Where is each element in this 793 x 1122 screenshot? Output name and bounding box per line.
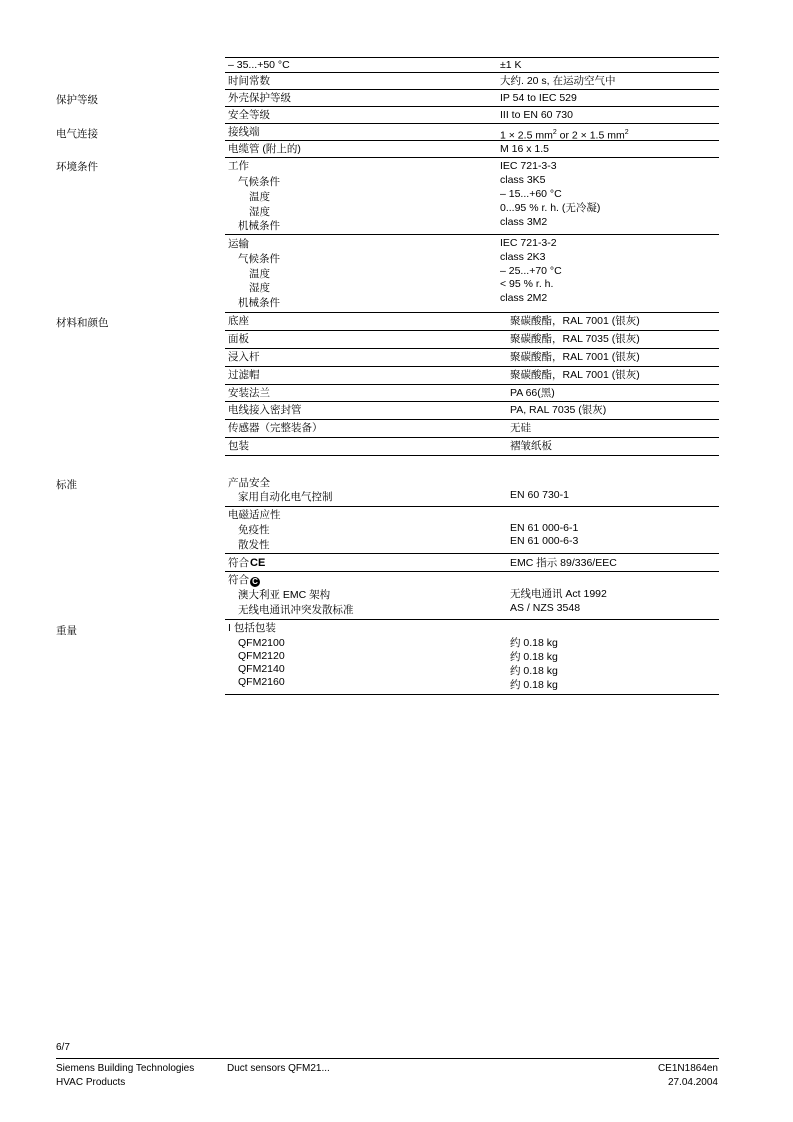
emc-immunity-label: 免疫性 [238,524,270,536]
weight-value: 约 0.18 kg [510,665,558,677]
section-environment: 环境条件 [56,161,98,173]
page-number: 6/7 [56,1042,70,1053]
cover-value: 聚碳酸酯，RAL 7035 (银灰) [510,333,640,345]
operation-humidity-label: 湿度 [249,206,270,218]
sensor-label: 传感器（完整装备） [228,422,323,434]
transport-mechanical-value: class 2M2 [500,292,548,304]
row-divider [225,455,719,456]
safety-class-label: 安全等级 [228,109,270,121]
filter-cap-label: 过滤帽 [228,369,260,381]
cable-entry-value: PA, RAL 7035 (银灰) [510,404,607,416]
row-divider [225,234,719,235]
row-divider [225,123,719,124]
ctick-conformity-text: 符合 [228,574,249,586]
section-weight: 重量 [56,625,77,637]
probe-label: 浸入杆 [228,351,260,363]
row-divider [225,553,719,554]
mounting-flange-value: PA 66(黑) [510,387,555,399]
sensor-value: 无硅 [510,422,531,434]
cable-entry-label: 电线接入密封管 [228,404,302,416]
c-tick-mark-icon: C [250,577,260,587]
ce-mark-icon: CE [250,557,266,569]
row-divider [225,330,719,331]
operation-label: 工作 [228,160,249,172]
row-divider [225,384,719,385]
cable-gland-value: M 16 x 1.5 [500,143,550,155]
operation-climatic-label: 气候条件 [238,176,280,188]
product-safety-label: 产品安全 [228,477,270,489]
weight-value: 约 0.18 kg [510,651,558,663]
packaging-value: 褶皱纸板 [510,440,552,452]
transport-temperature-value: – 25...+70 °C [500,265,562,277]
product-safety-value: EN 60 730-1 [510,489,569,501]
row-divider [225,140,719,141]
terminals-value [500,126,629,143]
operation-temperature-label: 温度 [249,191,270,203]
footer-division: HVAC Products [56,1077,126,1088]
transport-climatic-label: 气候条件 [238,253,280,265]
row-divider [225,419,719,420]
time-constant-value: 大约. 20 s, 在运动空气中 [500,75,616,87]
transport-temperature-label: 温度 [249,268,270,280]
row-divider [225,89,719,90]
operation-humidity-value: 0...95 % r. h. (无冷凝) [500,202,601,214]
temp-range-value: ±1 K [500,59,522,71]
transport-humidity-value: < 95 % r. h. [500,278,554,290]
footer-divider [56,1058,719,1059]
weight-model: QFM2140 [238,663,285,675]
footer-product: Duct sensors QFM21... [227,1063,330,1074]
row-divider [225,506,719,507]
terminals-value-a: 1 × 2.5 mm [500,129,553,142]
mounting-flange-label: 安装法兰 [228,387,270,399]
section-materials: 材料和颜色 [56,317,109,329]
weight-value: 约 0.18 kg [510,679,558,691]
emc-immunity-value: EN 61 000-6-1 [510,522,579,534]
operation-mechanical-value: class 3M2 [500,216,548,228]
row-divider [225,57,719,58]
cable-gland-label: 电缆管 (附上的) [228,143,301,155]
ctick-conformity-label [228,574,260,587]
section-protection: 保护等级 [56,94,98,106]
radio-std-label: 无线电通讯冲突发散标准 [238,604,354,616]
operation-climatic-value: class 3K5 [500,174,546,186]
row-divider [225,72,719,73]
row-divider [225,106,719,107]
housing-protection-value: IP 54 to IEC 529 [500,92,577,104]
weight-model: QFM2160 [238,676,285,688]
transport-humidity-label: 湿度 [249,282,270,294]
operation-mechanical-label: 机械条件 [238,220,280,232]
filter-cap-value: 聚碳酸酯，RAL 7001 (银灰) [510,369,640,381]
row-divider [225,694,719,695]
ce-conformity-label [228,557,265,570]
transport-label: 运输 [228,238,249,250]
operation-value: IEC 721-3-3 [500,160,557,172]
section-electrical: 电气连接 [56,128,98,140]
radio-std-value: AS / NZS 3548 [510,602,581,614]
row-divider [225,571,719,572]
footer-doc-id: CE1N1864en [657,1063,718,1074]
temp-range-label: – 35...+50 °C [228,59,290,71]
terminals-label: 接线端 [228,126,260,138]
row-divider [225,312,719,313]
operation-temperature-value: – 15...+60 °C [500,188,562,200]
superscript: 2 [624,129,629,136]
cover-label: 面板 [228,333,249,345]
row-divider [225,437,719,438]
au-emc-label: 澳大利亚 EMC 架构 [238,589,331,601]
housing-protection-label: 外壳保护等级 [228,92,291,104]
au-emc-value: 无线电通讯 Act 1992 [510,588,607,600]
time-constant-label: 时间常数 [228,75,270,87]
superscript: 2 [552,129,557,136]
row-divider [225,366,719,367]
terminals-value-b: or 2 × 1.5 mm [556,129,625,142]
safety-class-value: III to EN 60 730 [500,109,573,121]
weight-model: QFM2120 [238,650,285,662]
weight-label: I 包括包装 [228,622,276,634]
transport-mechanical-label: 机械条件 [238,297,280,309]
row-divider [225,619,719,620]
row-divider [225,348,719,349]
base-label: 底座 [228,315,249,327]
section-standards: 标准 [56,479,77,491]
transport-value: IEC 721-3-2 [500,237,557,249]
base-value: 聚碳酸酯，RAL 7001 (银灰) [510,315,640,327]
product-safety-sublabel: 家用自动化电气控制 [238,491,333,503]
ce-conformity-text: 符合 [228,557,249,569]
ce-conformity-value: EMC 指示 89/336/EEC [510,557,617,569]
footer-company: Siemens Building Technologies [56,1063,195,1074]
row-divider [225,401,719,402]
weight-value: 约 0.18 kg [510,637,558,649]
packaging-label: 包装 [228,440,249,452]
emc-emissions-value: EN 61 000-6-3 [510,535,579,547]
emc-emissions-label: 散发性 [238,539,270,551]
footer-date: 27.04.2004 [667,1077,718,1088]
weight-model: QFM2100 [238,637,285,649]
transport-climatic-value: class 2K3 [500,251,546,263]
emc-label: 电磁适应性 [228,509,281,521]
probe-value: 聚碳酸酯，RAL 7001 (银灰) [510,351,640,363]
row-divider [225,157,719,158]
